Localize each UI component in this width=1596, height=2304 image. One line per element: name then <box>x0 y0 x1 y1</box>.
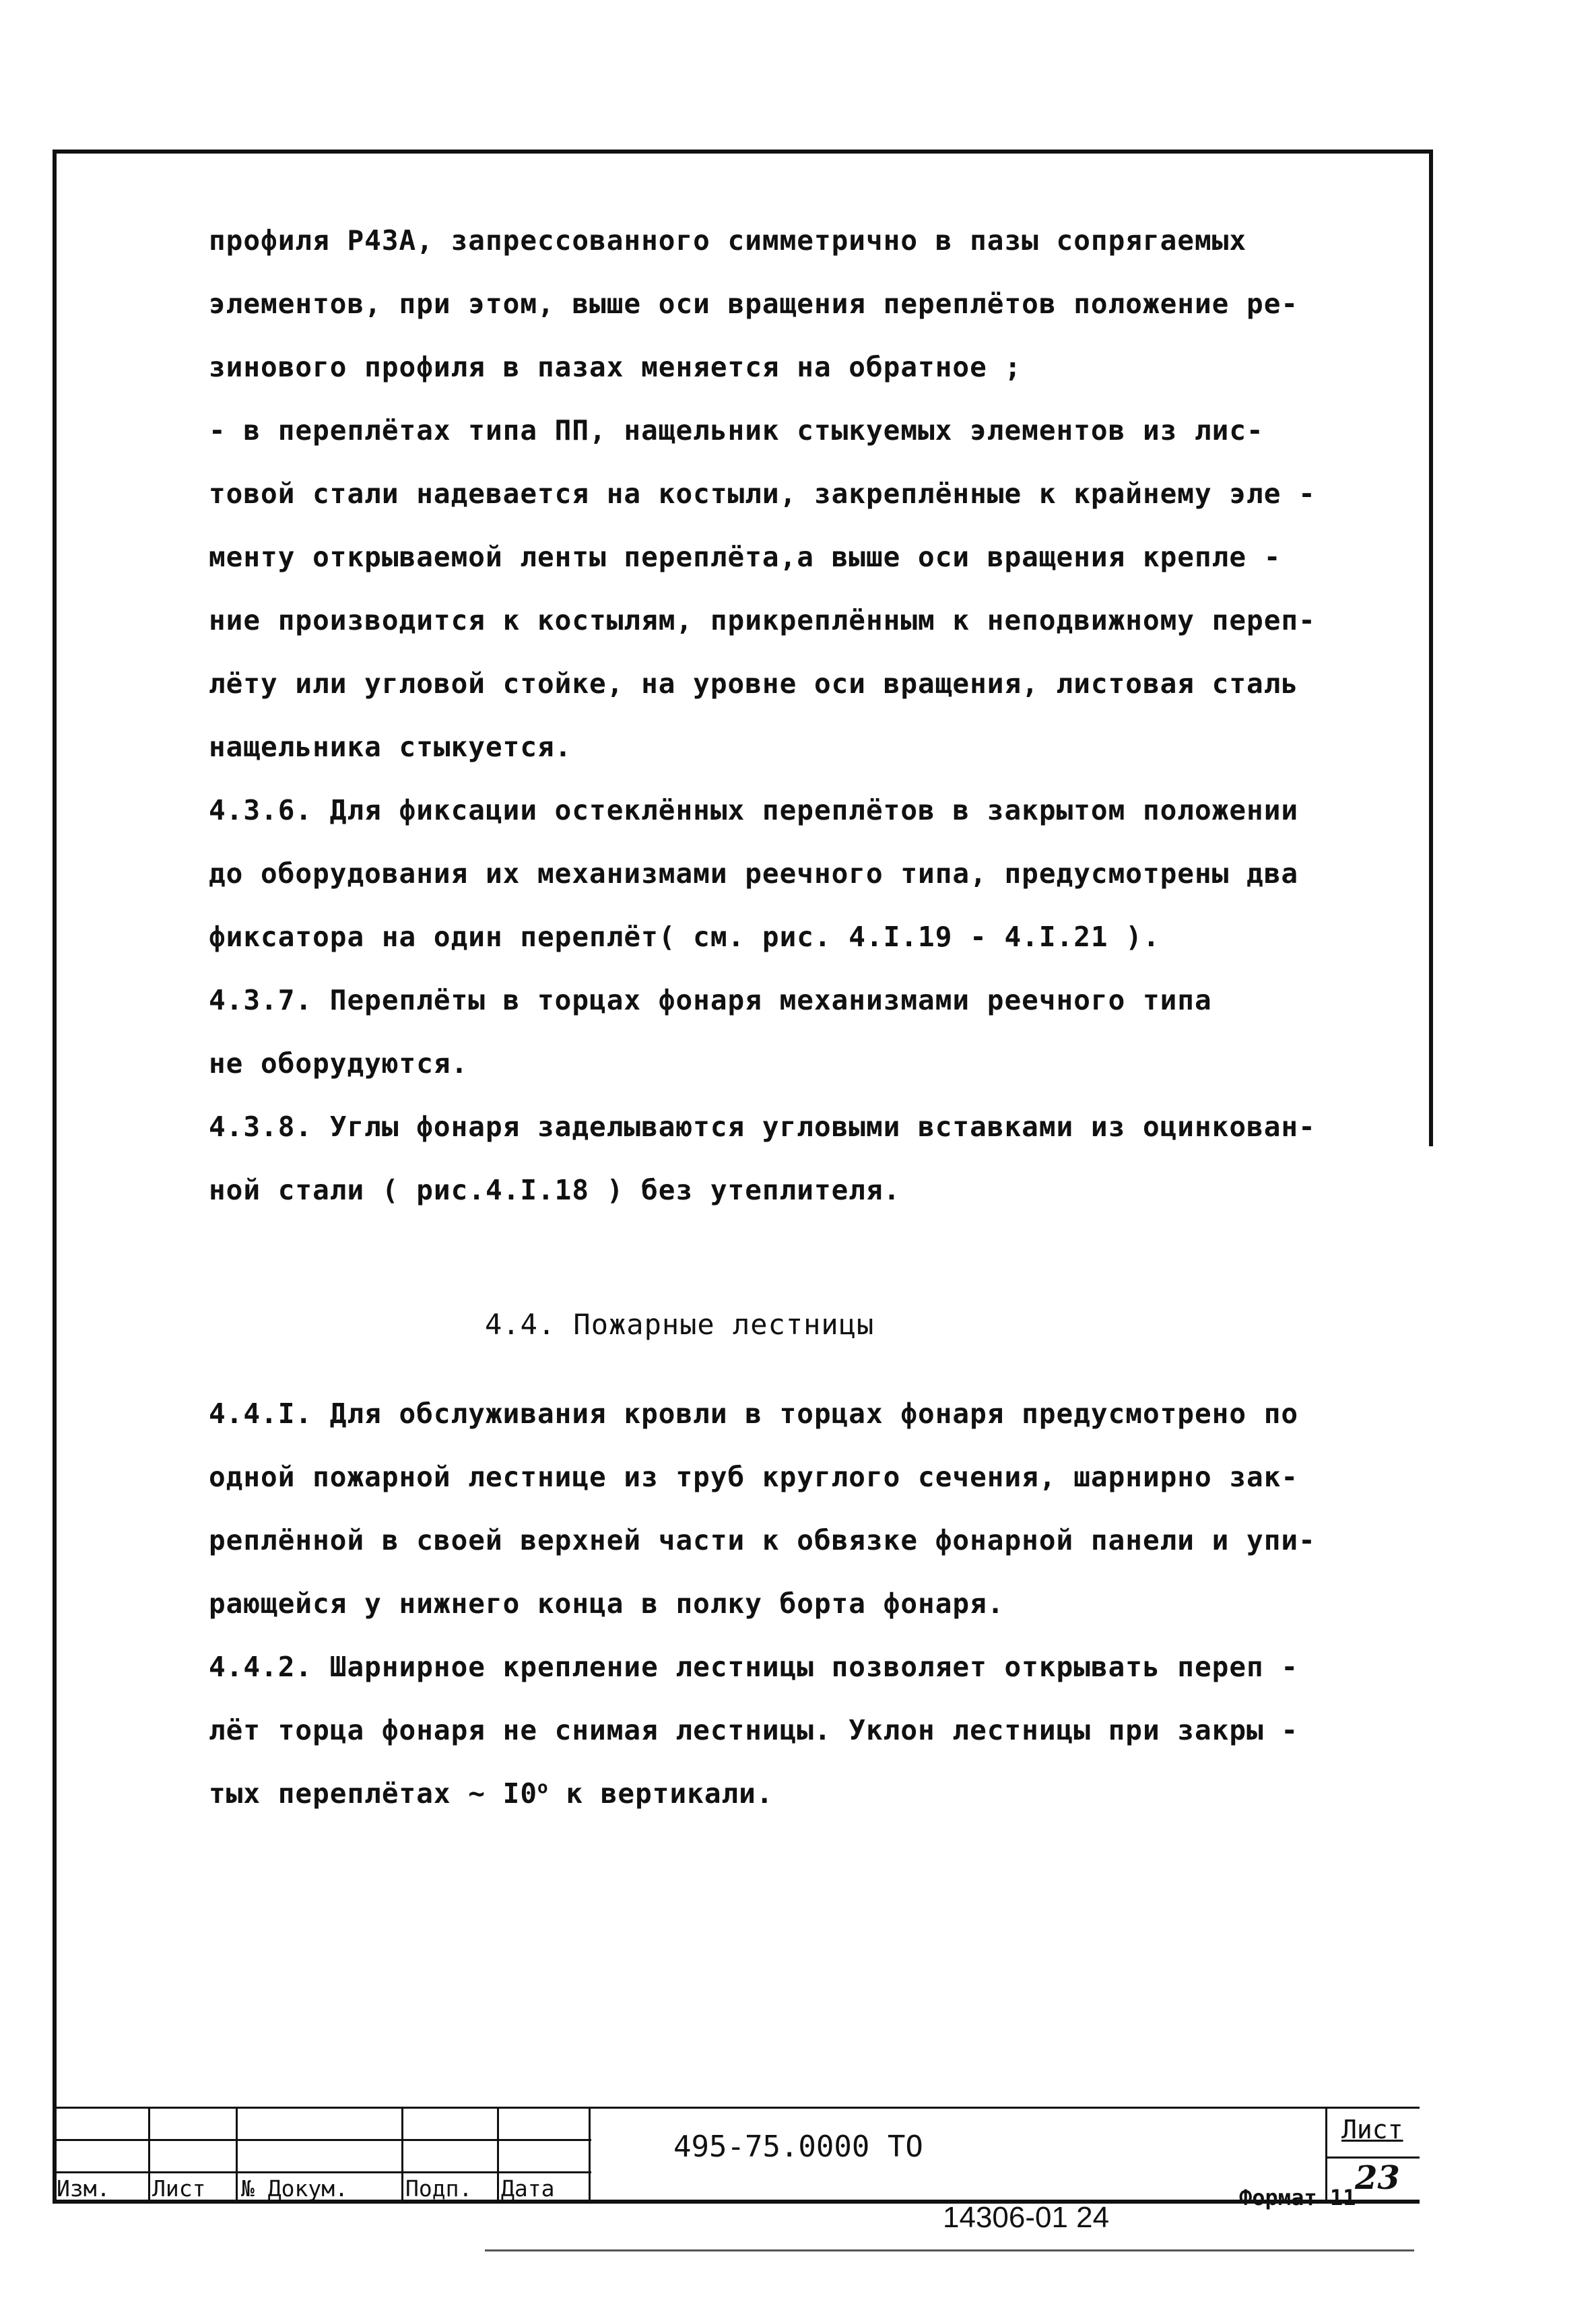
text-line: 4.3.6. Для фиксации остеклённых переплётов в закрытом положении <box>209 794 1299 826</box>
frame-right-border <box>1429 150 1433 1146</box>
sheet-label: Лист <box>1341 2115 1403 2144</box>
text-line: ной стали ( рис.4.I.18 ) без утеплителя. <box>209 1174 901 1206</box>
text-line: профиля Р43А, запрессованного симметрично в пазы сопрягаемых <box>209 224 1247 257</box>
col-label-date: Дата <box>501 2175 555 2202</box>
text-line: реплённой в своей верхней части к обвязке фонарной панели и упи- <box>209 1524 1316 1556</box>
text-line: менту открываемой ленты переплёта,а выше оси вращения крепле - <box>209 541 1282 573</box>
format-label: Формат 11 <box>1239 2185 1356 2210</box>
text-line: товой стали надевается на костыли, закреплённые к крайнему эле - <box>209 478 1316 510</box>
col-label-doc-number: № Докум. <box>241 2175 348 2202</box>
text-line-last <box>209 1762 1407 1825</box>
text-line: 4.3.8. Углы фонаря заделываются угловыми вставками из оцинкован- <box>209 1111 1316 1143</box>
text-line: 4.4.I. Для обслуживания кровли в торцах фонаря предусмотрено по <box>209 1397 1299 1430</box>
text-line: лёту или угловой стойке, на уровне оси вращения, листовая сталь <box>209 667 1299 700</box>
text-line: элементов, при этом, выше оси вращения переплётов положение ре- <box>209 288 1299 320</box>
text-line: 4.4.2. Шарнирное крепление лестницы позволяет открывать переп - <box>209 1651 1299 1683</box>
text-line: рающейся у нижнего конца в полку борта фонаря. <box>209 1587 1005 1620</box>
text-line-prefix: тых переплётах ~ I0 <box>209 1777 537 1810</box>
text-line: нащельника стыкуется. <box>209 731 572 763</box>
frame-top-border <box>53 150 1433 154</box>
text-line-suffix: к вертикали. <box>548 1777 774 1810</box>
degree-superscript: о <box>537 1777 549 1798</box>
inventory-number: 14306-01 24 <box>943 2201 1110 2234</box>
text-line: одной пожарной лестнице из труб круглого сечения, шарнирно зак- <box>209 1461 1299 1493</box>
text-line: - в переплётах типа ПП, нащельник стыкуемых элементов из лис- <box>209 414 1264 447</box>
section-heading: 4.4. Пожарные лестницы <box>485 1308 875 1341</box>
body-text-section-4-3 <box>209 209 1407 1222</box>
col-label-signature: Подп. <box>405 2175 473 2202</box>
frame-left-border <box>53 150 57 2204</box>
text-line: до оборудования их механизмами реечного типа, предусмотрены два <box>209 857 1299 890</box>
text-line: не оборудуются. <box>209 1047 469 1080</box>
text-line: ние производится к костылям, прикреплённым к неподвижному переп- <box>209 604 1316 636</box>
col-label-change: Изм. <box>57 2175 110 2202</box>
text-line: 4.3.7. Переплёты в торцах фонаря механизмами реечного типа <box>209 984 1212 1016</box>
document-code: 495-75.0000 ТО <box>673 2130 923 2164</box>
text-line: фиксатора на один переплёт( см. рис. 4.I.19 - 4.I.21 ). <box>209 921 1160 953</box>
bottom-rule <box>485 2249 1414 2251</box>
col-label-sheet: Лист <box>152 2175 206 2202</box>
text-line: зинового профиля в пазах меняется на обратное ; <box>209 351 1022 383</box>
text-line: лёт торца фонаря не снимая лестницы. Уклон лестницы при закры - <box>209 1714 1299 1746</box>
sheet-number: 23 <box>1355 2159 1400 2197</box>
body-text-section-4-4 <box>209 1382 1407 1825</box>
